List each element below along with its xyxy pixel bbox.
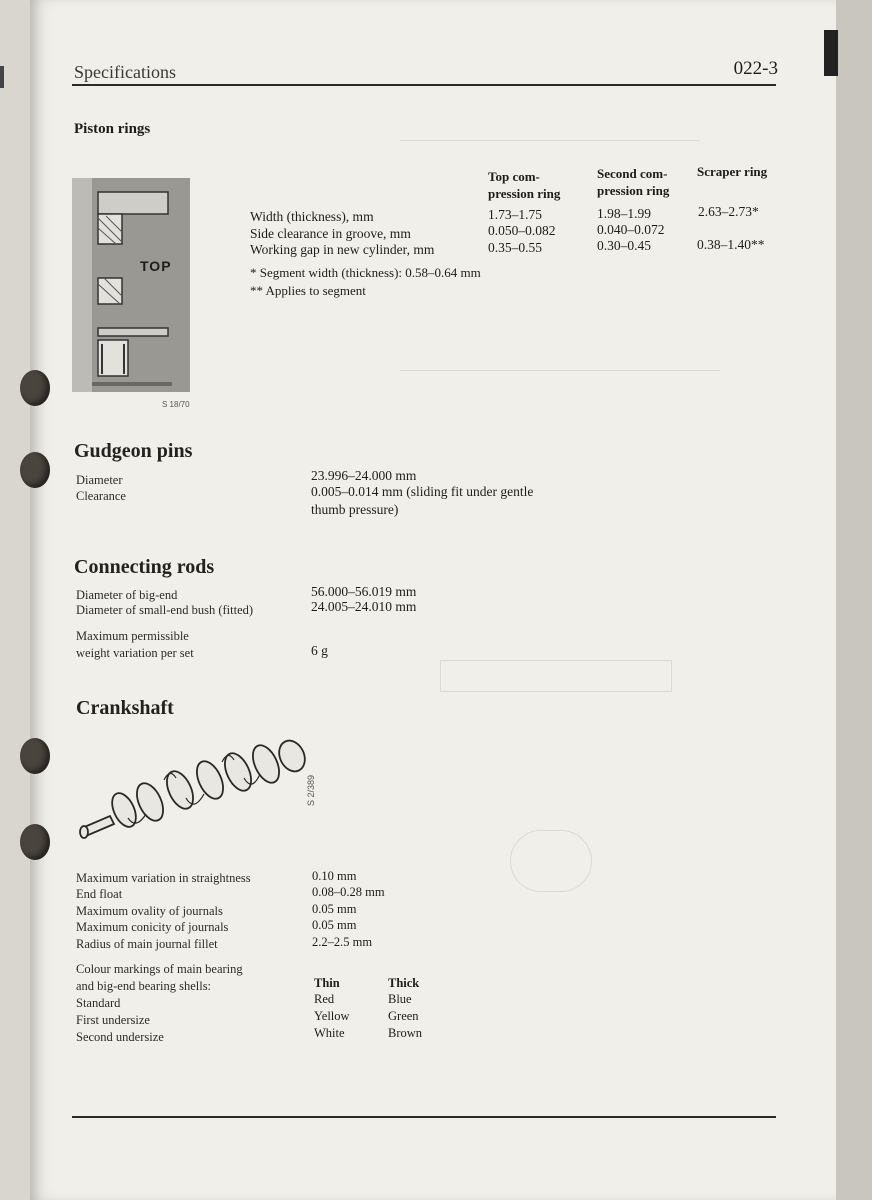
colour-markings-label: Colour markings of main bearing — [76, 962, 243, 976]
value-cell: 1.98–1.99 — [597, 206, 651, 221]
colour-markings-label-cont: and big-end bearing shells: — [76, 979, 212, 993]
page-number: 022-3 — [733, 58, 778, 79]
row-label-weight-cont: weight variation per set — [76, 646, 194, 660]
page-edge — [836, 0, 872, 1200]
section-header: Specifications — [74, 62, 176, 82]
binder-mark — [0, 66, 4, 88]
value-cell: Brown — [388, 1026, 423, 1040]
index-tab — [824, 30, 838, 76]
row-label-conicity: Maximum conicity of journals — [76, 920, 229, 934]
column-header-thick: Thick — [388, 976, 420, 990]
binder-hole — [20, 824, 50, 860]
binder-hole — [20, 370, 50, 406]
value-cell: Green — [388, 1009, 419, 1023]
value-cell: 0.10 mm — [312, 869, 357, 883]
column-header-second-ring: Second com- pression ring — [597, 166, 670, 198]
crankshaft-figure — [76, 738, 312, 848]
piston-ring-figure — [72, 178, 190, 392]
row-label-straightness: Maximum variation in straightness — [76, 871, 251, 885]
row-label-first-undersize: First undersize — [76, 1013, 150, 1027]
row-label-small-end: Diameter of small-end bush (fitted) — [76, 603, 254, 617]
row-label-ovality: Maximum ovality of journals — [76, 904, 223, 918]
row-label-clearance: Clearance — [76, 489, 126, 503]
value-cell: 0.050–0.082 — [488, 223, 556, 238]
binder-hole — [20, 452, 50, 488]
gudgeon-pins-title: Gudgeon pins — [74, 440, 193, 462]
connecting-rods-title: Connecting rods — [74, 556, 215, 578]
row-label-end-float: End float — [76, 887, 123, 901]
value-cell: Red — [314, 992, 335, 1006]
crankshaft-title: Crankshaft — [76, 697, 174, 719]
footnote-segment-width: * Segment width (thickness): 0.58–0.64 mm — [250, 265, 481, 280]
value-cell: 1.73–1.75 — [488, 207, 542, 222]
value-cell: 0.30–0.45 — [597, 238, 651, 253]
header-rule — [72, 84, 776, 86]
value-cell: 24.005–24.010 mm — [311, 599, 417, 614]
footnote-segment: ** Applies to segment — [250, 283, 366, 298]
value-cell: 6 g — [311, 643, 328, 658]
value-cell: Blue — [388, 992, 412, 1006]
column-header-scraper-ring: Scraper ring — [697, 164, 768, 179]
row-label-fillet: Radius of main journal fillet — [76, 937, 218, 951]
value-cell: 0.005–0.014 mm (sliding fit under gentle — [311, 484, 534, 499]
value-cell: 2.2–2.5 mm — [312, 935, 373, 949]
row-label-working-gap: Working gap in new cylinder, mm — [250, 242, 435, 257]
value-cell: 23.996–24.000 mm — [311, 468, 417, 483]
column-header-thin: Thin — [314, 976, 340, 990]
value-cell: 0.08–0.28 mm — [312, 885, 385, 899]
top-marking-label: TOP — [140, 258, 172, 274]
row-label-width: Width (thickness), mm — [250, 209, 374, 224]
row-label-diameter: Diameter — [76, 473, 123, 487]
piston-rings-title: Piston rings — [74, 121, 151, 137]
piston-figure-caption: S 18/70 — [162, 400, 190, 409]
value-cell: Yellow — [314, 1009, 350, 1023]
binder-hole — [20, 738, 50, 774]
row-label-standard: Standard — [76, 996, 121, 1010]
row-label-big-end: Diameter of big-end — [76, 588, 178, 602]
value-cell: 0.35–0.55 — [488, 240, 542, 255]
show-through — [360, 130, 780, 830]
row-label-second-undersize: Second undersize — [76, 1030, 164, 1044]
column-header-top-ring: Top com- pression ring — [488, 169, 561, 201]
value-cell: 0.05 mm — [312, 918, 357, 932]
value-cell: thumb pressure) — [311, 502, 399, 517]
value-cell: 2.63–2.73* — [698, 204, 759, 219]
value-cell: 0.38–1.40** — [697, 237, 765, 252]
value-cell: 0.040–0.072 — [597, 222, 665, 237]
value-cell: 56.000–56.019 mm — [311, 584, 417, 599]
value-cell: White — [314, 1026, 345, 1040]
crankshaft-figure-caption: S 2/389 — [306, 774, 316, 806]
row-label-weight: Maximum permissible — [76, 629, 189, 643]
value-cell: 0.05 mm — [312, 902, 357, 916]
row-label-side-clearance: Side clearance in groove, mm — [250, 226, 411, 241]
footer-rule — [72, 1116, 776, 1118]
